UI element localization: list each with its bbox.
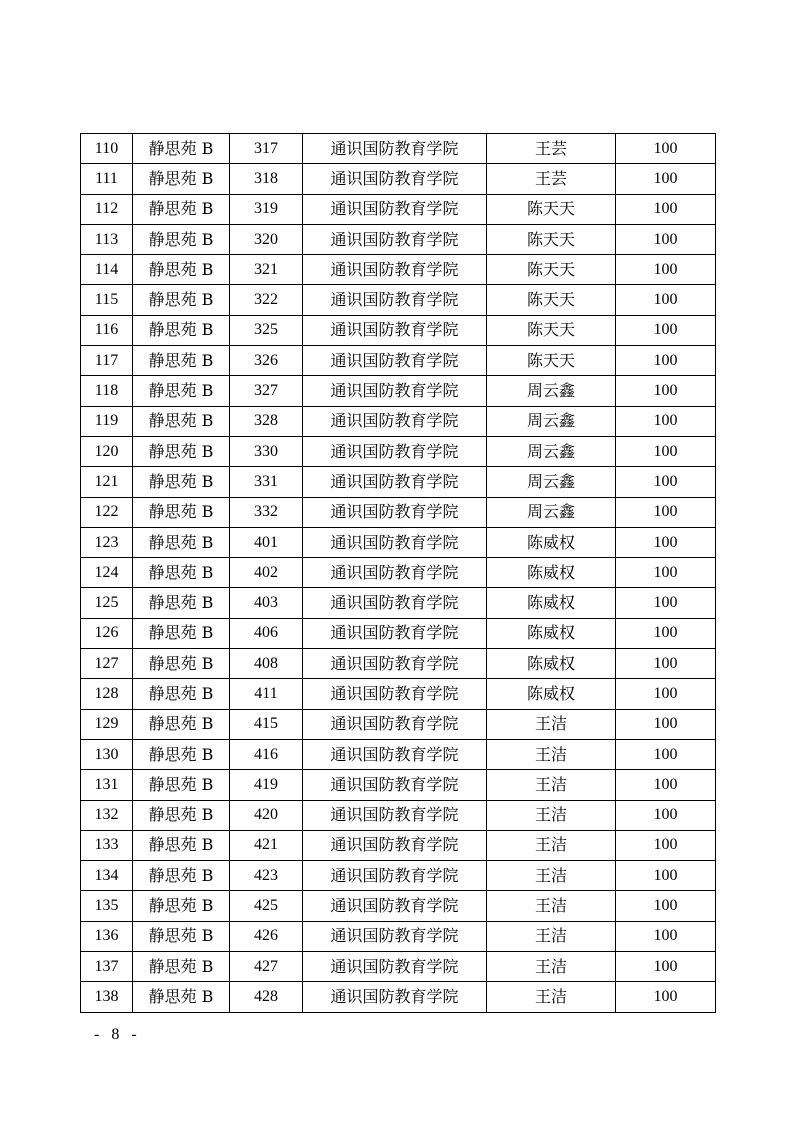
- room-number-cell: 419: [230, 770, 303, 800]
- college-cell: 通识国防教育学院: [303, 527, 487, 557]
- score-cell: 100: [616, 194, 716, 224]
- building-cell: 静思苑 B: [133, 406, 230, 436]
- row-number-cell: 117: [81, 346, 133, 376]
- college-cell: 通识国防教育学院: [303, 558, 487, 588]
- college-cell: 通识国防教育学院: [303, 436, 487, 466]
- score-cell: 100: [616, 649, 716, 679]
- building-cell: 静思苑 B: [133, 921, 230, 951]
- college-cell: 通识国防教育学院: [303, 649, 487, 679]
- room-number-cell: 332: [230, 497, 303, 527]
- person-in-charge-cell: 陈威权: [487, 588, 616, 618]
- person-in-charge-cell: 陈威权: [487, 649, 616, 679]
- table-row: [81, 315, 716, 345]
- row-number-cell: 133: [81, 830, 133, 860]
- room-number-cell: 406: [230, 618, 303, 648]
- score-cell: 100: [616, 134, 716, 164]
- score-cell: 100: [616, 467, 716, 497]
- building-cell: 静思苑 B: [133, 709, 230, 739]
- building-cell: 静思苑 B: [133, 255, 230, 285]
- person-in-charge-cell: 周云鑫: [487, 467, 616, 497]
- college-cell: 通识国防教育学院: [303, 618, 487, 648]
- person-in-charge-cell: 陈天天: [487, 315, 616, 345]
- building-cell: 静思苑 B: [133, 376, 230, 406]
- table-row: [81, 921, 716, 951]
- person-in-charge-cell: 王洁: [487, 891, 616, 921]
- person-in-charge-cell: 王洁: [487, 982, 616, 1012]
- college-cell: 通识国防教育学院: [303, 921, 487, 951]
- person-in-charge-cell: 王洁: [487, 861, 616, 891]
- score-cell: 100: [616, 709, 716, 739]
- row-number-cell: 130: [81, 739, 133, 769]
- building-cell: 静思苑 B: [133, 800, 230, 830]
- building-cell: 静思苑 B: [133, 164, 230, 194]
- table-row: [81, 224, 716, 254]
- room-number-cell: 403: [230, 588, 303, 618]
- room-number-cell: 423: [230, 861, 303, 891]
- college-cell: 通识国防教育学院: [303, 679, 487, 709]
- score-cell: 100: [616, 952, 716, 982]
- score-cell: 100: [616, 164, 716, 194]
- room-number-cell: 416: [230, 739, 303, 769]
- building-cell: 静思苑 B: [133, 224, 230, 254]
- table-row: [81, 770, 716, 800]
- score-cell: 100: [616, 588, 716, 618]
- building-cell: 静思苑 B: [133, 346, 230, 376]
- building-cell: 静思苑 B: [133, 649, 230, 679]
- room-number-cell: 325: [230, 315, 303, 345]
- person-in-charge-cell: 陈威权: [487, 558, 616, 588]
- building-cell: 静思苑 B: [133, 285, 230, 315]
- room-number-cell: 330: [230, 436, 303, 466]
- room-number-cell: 408: [230, 649, 303, 679]
- person-in-charge-cell: 陈威权: [487, 679, 616, 709]
- building-cell: 静思苑 B: [133, 830, 230, 860]
- score-cell: 100: [616, 224, 716, 254]
- room-number-cell: 426: [230, 921, 303, 951]
- person-in-charge-cell: 王洁: [487, 830, 616, 860]
- room-number-cell: 320: [230, 224, 303, 254]
- row-number-cell: 118: [81, 376, 133, 406]
- building-cell: 静思苑 B: [133, 952, 230, 982]
- row-number-cell: 122: [81, 497, 133, 527]
- table-row: [81, 164, 716, 194]
- row-number-cell: 127: [81, 649, 133, 679]
- row-number-cell: 129: [81, 709, 133, 739]
- row-number-cell: 119: [81, 406, 133, 436]
- person-in-charge-cell: 王洁: [487, 739, 616, 769]
- row-number-cell: 110: [81, 134, 133, 164]
- row-number-cell: 135: [81, 891, 133, 921]
- building-cell: 静思苑 B: [133, 861, 230, 891]
- row-number-cell: 111: [81, 164, 133, 194]
- building-cell: 静思苑 B: [133, 315, 230, 345]
- row-number-cell: 137: [81, 952, 133, 982]
- building-cell: 静思苑 B: [133, 527, 230, 557]
- score-cell: 100: [616, 982, 716, 1012]
- score-cell: 100: [616, 921, 716, 951]
- table-row: [81, 982, 716, 1012]
- person-in-charge-cell: 周云鑫: [487, 376, 616, 406]
- college-cell: 通识国防教育学院: [303, 346, 487, 376]
- person-in-charge-cell: 陈天天: [487, 346, 616, 376]
- table-row: [81, 558, 716, 588]
- table-row: [81, 285, 716, 315]
- college-cell: 通识国防教育学院: [303, 588, 487, 618]
- college-cell: 通识国防教育学院: [303, 497, 487, 527]
- building-cell: 静思苑 B: [133, 588, 230, 618]
- table-row: [81, 346, 716, 376]
- college-cell: 通识国防教育学院: [303, 891, 487, 921]
- room-number-cell: 327: [230, 376, 303, 406]
- table-row: [81, 952, 716, 982]
- college-cell: 通识国防教育学院: [303, 861, 487, 891]
- score-cell: 100: [616, 770, 716, 800]
- table-row: [81, 588, 716, 618]
- building-cell: 静思苑 B: [133, 558, 230, 588]
- room-number-cell: 425: [230, 891, 303, 921]
- score-cell: 100: [616, 376, 716, 406]
- table-row: [81, 134, 716, 164]
- table-row: [81, 800, 716, 830]
- building-cell: 静思苑 B: [133, 891, 230, 921]
- row-number-cell: 112: [81, 194, 133, 224]
- building-cell: 静思苑 B: [133, 436, 230, 466]
- score-cell: 100: [616, 739, 716, 769]
- person-in-charge-cell: 王洁: [487, 921, 616, 951]
- score-cell: 100: [616, 346, 716, 376]
- score-cell: 100: [616, 497, 716, 527]
- building-cell: 静思苑 B: [133, 770, 230, 800]
- row-number-cell: 116: [81, 315, 133, 345]
- college-cell: 通识国防教育学院: [303, 982, 487, 1012]
- person-in-charge-cell: 周云鑫: [487, 436, 616, 466]
- room-number-cell: 401: [230, 527, 303, 557]
- row-number-cell: 125: [81, 588, 133, 618]
- college-cell: 通识国防教育学院: [303, 406, 487, 436]
- table-row: [81, 709, 716, 739]
- row-number-cell: 123: [81, 527, 133, 557]
- row-number-cell: 124: [81, 558, 133, 588]
- score-cell: 100: [616, 285, 716, 315]
- room-number-cell: 319: [230, 194, 303, 224]
- score-cell: 100: [616, 558, 716, 588]
- row-number-cell: 128: [81, 679, 133, 709]
- score-cell: 100: [616, 255, 716, 285]
- table-row: [81, 255, 716, 285]
- table-row: [81, 830, 716, 860]
- row-number-cell: 114: [81, 255, 133, 285]
- person-in-charge-cell: 王洁: [487, 952, 616, 982]
- table-row: [81, 194, 716, 224]
- room-number-cell: 420: [230, 800, 303, 830]
- building-cell: 静思苑 B: [133, 618, 230, 648]
- table-row: [81, 497, 716, 527]
- building-cell: 静思苑 B: [133, 134, 230, 164]
- table-row: [81, 467, 716, 497]
- college-cell: 通识国防教育学院: [303, 739, 487, 769]
- row-number-cell: 136: [81, 921, 133, 951]
- score-cell: 100: [616, 800, 716, 830]
- college-cell: 通识国防教育学院: [303, 952, 487, 982]
- score-cell: 100: [616, 315, 716, 345]
- person-in-charge-cell: 王洁: [487, 709, 616, 739]
- row-number-cell: 115: [81, 285, 133, 315]
- table-row: [81, 376, 716, 406]
- room-number-cell: 321: [230, 255, 303, 285]
- room-number-cell: 328: [230, 406, 303, 436]
- person-in-charge-cell: 周云鑫: [487, 497, 616, 527]
- person-in-charge-cell: 陈威权: [487, 618, 616, 648]
- person-in-charge-cell: 陈天天: [487, 255, 616, 285]
- person-in-charge-cell: 王洁: [487, 800, 616, 830]
- building-cell: 静思苑 B: [133, 679, 230, 709]
- table-row: [81, 436, 716, 466]
- college-cell: 通识国防教育学院: [303, 224, 487, 254]
- room-number-cell: 318: [230, 164, 303, 194]
- table-row: [81, 406, 716, 436]
- college-cell: 通识国防教育学院: [303, 467, 487, 497]
- row-number-cell: 134: [81, 861, 133, 891]
- person-in-charge-cell: 陈天天: [487, 285, 616, 315]
- row-number-cell: 138: [81, 982, 133, 1012]
- person-in-charge-cell: 王芸: [487, 134, 616, 164]
- person-in-charge-cell: 周云鑫: [487, 406, 616, 436]
- building-cell: 静思苑 B: [133, 497, 230, 527]
- college-cell: 通识国防教育学院: [303, 709, 487, 739]
- building-cell: 静思苑 B: [133, 739, 230, 769]
- row-number-cell: 113: [81, 224, 133, 254]
- dormitory-table: [80, 133, 716, 1013]
- table-row: [81, 618, 716, 648]
- dormitory-table-body: [81, 134, 716, 1013]
- room-number-cell: 415: [230, 709, 303, 739]
- person-in-charge-cell: 陈威权: [487, 527, 616, 557]
- score-cell: 100: [616, 527, 716, 557]
- person-in-charge-cell: 王芸: [487, 164, 616, 194]
- person-in-charge-cell: 陈天天: [487, 194, 616, 224]
- score-cell: 100: [616, 830, 716, 860]
- room-number-cell: 411: [230, 679, 303, 709]
- room-number-cell: 427: [230, 952, 303, 982]
- room-number-cell: 326: [230, 346, 303, 376]
- college-cell: 通识国防教育学院: [303, 194, 487, 224]
- room-number-cell: 322: [230, 285, 303, 315]
- building-cell: 静思苑 B: [133, 982, 230, 1012]
- college-cell: 通识国防教育学院: [303, 315, 487, 345]
- row-number-cell: 131: [81, 770, 133, 800]
- row-number-cell: 126: [81, 618, 133, 648]
- score-cell: 100: [616, 679, 716, 709]
- room-number-cell: 428: [230, 982, 303, 1012]
- college-cell: 通识国防教育学院: [303, 255, 487, 285]
- college-cell: 通识国防教育学院: [303, 164, 487, 194]
- score-cell: 100: [616, 436, 716, 466]
- college-cell: 通识国防教育学院: [303, 830, 487, 860]
- room-number-cell: 317: [230, 134, 303, 164]
- room-number-cell: 421: [230, 830, 303, 860]
- score-cell: 100: [616, 406, 716, 436]
- college-cell: 通识国防教育学院: [303, 376, 487, 406]
- table-row: [81, 739, 716, 769]
- row-number-cell: 120: [81, 436, 133, 466]
- score-cell: 100: [616, 618, 716, 648]
- table-row: [81, 679, 716, 709]
- college-cell: 通识国防教育学院: [303, 134, 487, 164]
- college-cell: 通识国防教育学院: [303, 770, 487, 800]
- college-cell: 通识国防教育学院: [303, 800, 487, 830]
- row-number-cell: 132: [81, 800, 133, 830]
- table-row: [81, 527, 716, 557]
- room-number-cell: 402: [230, 558, 303, 588]
- room-number-cell: 331: [230, 467, 303, 497]
- table-row: [81, 649, 716, 679]
- table-row: [81, 861, 716, 891]
- score-cell: 100: [616, 891, 716, 921]
- building-cell: 静思苑 B: [133, 194, 230, 224]
- person-in-charge-cell: 陈天天: [487, 224, 616, 254]
- person-in-charge-cell: 王洁: [487, 770, 616, 800]
- row-number-cell: 121: [81, 467, 133, 497]
- table-row: [81, 891, 716, 921]
- college-cell: 通识国防教育学院: [303, 285, 487, 315]
- score-cell: 100: [616, 861, 716, 891]
- building-cell: 静思苑 B: [133, 467, 230, 497]
- page-number: - 8 -: [94, 1026, 141, 1043]
